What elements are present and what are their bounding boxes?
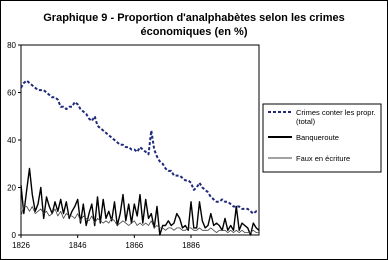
x-tick-label: 1886: [182, 241, 200, 250]
x-tick-label: 1866: [125, 241, 144, 250]
y-tick-label: 80: [7, 41, 16, 50]
chart-title-line-2: économiques (en %): [140, 26, 248, 38]
x-tick-label: 1846: [68, 241, 87, 250]
legend-label-crimes-line-2: (total): [296, 117, 316, 126]
x-tick-label: 1826: [12, 241, 30, 250]
legend-label-crimes-line-1: Crimes conter les propr.: [296, 108, 376, 117]
y-tick-label: 40: [7, 136, 16, 145]
chart-title-line-1: Graphique 9 - Proportion d'analphabètes selon les crimes: [43, 12, 345, 24]
legend-label-faux: Faux en écriture: [296, 154, 351, 163]
legend-label-banqueroute: Banqueroute: [296, 133, 339, 142]
legend: [263, 104, 381, 172]
y-tick-label: 0: [11, 231, 16, 240]
y-tick-label: 20: [7, 183, 16, 193]
y-tick-label: 60: [7, 88, 16, 98]
